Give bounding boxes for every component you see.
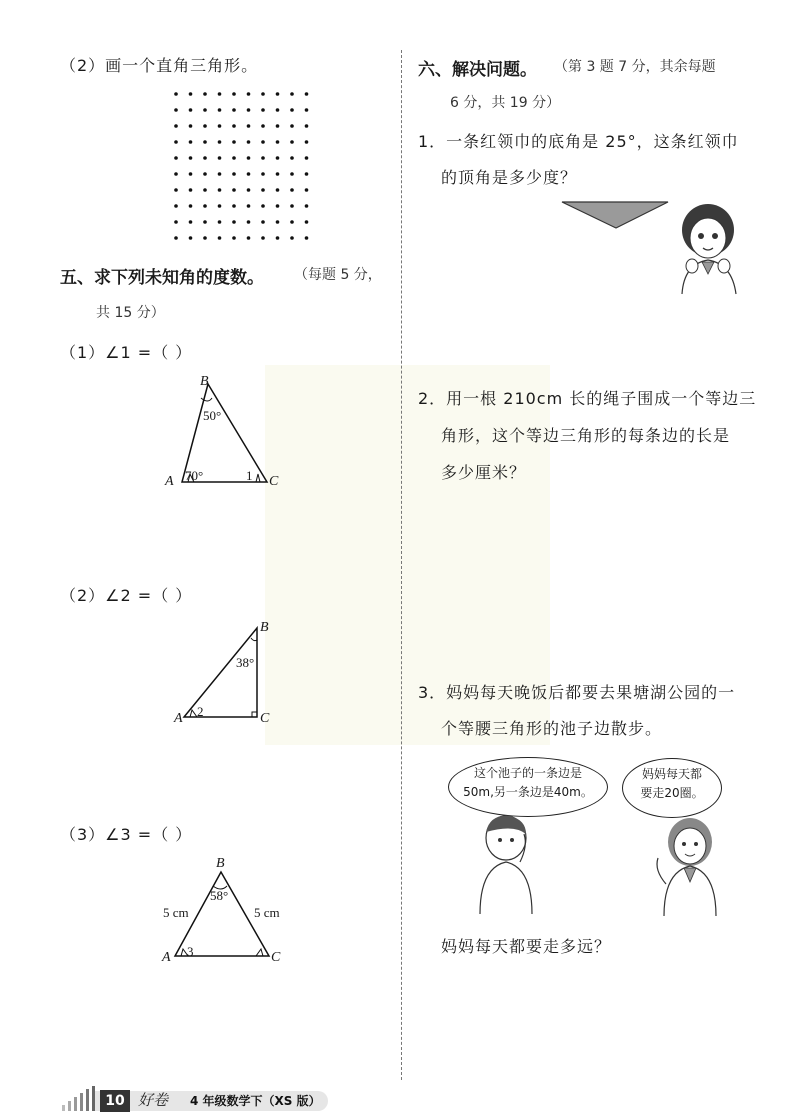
grid-dot xyxy=(305,140,309,144)
grid-dot xyxy=(305,204,309,208)
grid-dot xyxy=(218,92,222,96)
grid-dot xyxy=(174,140,178,144)
grid-dot xyxy=(232,172,236,176)
grid-dot xyxy=(247,124,251,128)
grid-dot xyxy=(305,236,309,240)
grid-dot xyxy=(261,92,265,96)
grid-dot xyxy=(232,108,236,112)
problem2-line1: 2．用一根 210cm 长的绳子围成一个等边三 xyxy=(418,389,757,408)
grid-dot xyxy=(174,92,178,96)
q1-label: （1）∠1 =（ ） xyxy=(60,343,193,362)
grid-dot xyxy=(261,156,265,160)
grid-dot xyxy=(261,124,265,128)
grid-dot xyxy=(203,140,207,144)
grid-dot xyxy=(247,172,251,176)
problem3-question: 妈妈每天都要走多远？ xyxy=(441,937,612,956)
grid-dot xyxy=(174,236,178,240)
tri3-vertex-a: A xyxy=(162,950,171,965)
grid-dot xyxy=(305,172,309,176)
grid-dot xyxy=(276,204,280,208)
page-number: 10 xyxy=(100,1090,130,1112)
grid-dot xyxy=(276,220,280,224)
boy-illustration xyxy=(470,812,540,917)
grid-dot xyxy=(218,236,222,240)
grid-dot xyxy=(218,220,222,224)
grid-dot xyxy=(261,172,265,176)
grid-dot xyxy=(174,172,178,176)
grid-dot xyxy=(189,156,193,160)
grid-dot xyxy=(305,188,309,192)
grid-dot xyxy=(305,92,309,96)
grid-dot xyxy=(261,188,265,192)
tri1-angle-a: 70° xyxy=(185,468,204,483)
grid-dot xyxy=(247,108,251,112)
section6-note-a: （第 3 题 7 分，其余每题 xyxy=(554,59,716,75)
section5-note-b: 共 15 分） xyxy=(96,305,165,321)
grid-dot xyxy=(218,108,222,112)
grid-dot xyxy=(276,108,280,112)
bubble1-line2: 50m,另一条边是40m。 xyxy=(463,785,593,799)
grid-dot xyxy=(261,220,265,224)
triangle-2 xyxy=(170,620,270,730)
grid-dot xyxy=(218,172,222,176)
grid-dot xyxy=(189,204,193,208)
grid-dot xyxy=(276,156,280,160)
section6-title: 六、解决问题。 xyxy=(418,60,537,80)
grid-dot xyxy=(174,156,178,160)
grid-dot xyxy=(203,92,207,96)
grid-dot xyxy=(189,124,193,128)
grid-dot xyxy=(290,92,294,96)
publisher-logo: 好卷 xyxy=(138,1091,169,1109)
section5-note-a: （每题 5 分， xyxy=(294,267,382,283)
grid-dot xyxy=(261,108,265,112)
tri3-vertex-c: C xyxy=(271,950,281,965)
tri2-vertex-a: A xyxy=(174,711,183,726)
grid-dot xyxy=(203,220,207,224)
grid-dot xyxy=(247,236,251,240)
grid-dot xyxy=(261,140,265,144)
grid-dot xyxy=(290,172,294,176)
grid-dot xyxy=(218,124,222,128)
book-title: 4 年级数学下（XS 版） xyxy=(190,1094,321,1108)
grid-dot xyxy=(276,188,280,192)
dot-grid xyxy=(168,86,313,246)
grid-dot xyxy=(290,124,294,128)
grid-dot xyxy=(290,156,294,160)
girl-illustration xyxy=(670,198,750,298)
grid-dot xyxy=(232,124,236,128)
grid-dot xyxy=(290,140,294,144)
q2-label: （2）∠2 =（ ） xyxy=(60,586,193,605)
grid-dot xyxy=(189,92,193,96)
grid-dot xyxy=(247,188,251,192)
grid-dot xyxy=(174,108,178,112)
tri3-side-right: 5 cm xyxy=(254,905,280,920)
grid-dot xyxy=(218,140,222,144)
tri3-angle-a: 3 xyxy=(187,944,194,959)
tri1-vertex-b: B xyxy=(200,374,209,389)
grid-dot xyxy=(305,156,309,160)
grid-dot xyxy=(232,156,236,160)
grid-dot xyxy=(218,156,222,160)
bubble1-line1: 这个池子的一条边是 xyxy=(473,766,582,780)
grid-dot xyxy=(261,236,265,240)
grid-dot xyxy=(276,140,280,144)
mother-illustration xyxy=(650,814,730,919)
grid-dot xyxy=(290,188,294,192)
grid-dot xyxy=(174,124,178,128)
grid-dot xyxy=(305,220,309,224)
footer-bars-icon xyxy=(60,1085,100,1111)
grid-dot xyxy=(189,236,193,240)
grid-dot xyxy=(203,108,207,112)
grid-dot xyxy=(276,172,280,176)
grid-dot xyxy=(290,204,294,208)
grid-dot xyxy=(232,204,236,208)
tri1-vertex-c: C xyxy=(269,474,279,489)
tri3-side-left: 5 cm xyxy=(163,905,189,920)
problem3-line1: 3．妈妈每天晚饭后都要去果塘湖公园的一 xyxy=(418,683,736,702)
draw-right-triangle-item: （2）画一个直角三角形。 xyxy=(60,56,259,75)
problem1-line1: 1．一条红领巾的底角是 25°，这条红领巾 xyxy=(418,132,739,151)
grid-dot xyxy=(232,140,236,144)
grid-dot xyxy=(189,188,193,192)
grid-dot xyxy=(247,92,251,96)
grid-dot xyxy=(174,188,178,192)
problem2-line3: 多少厘米？ xyxy=(441,463,527,482)
speech-bubble-boy xyxy=(448,757,608,817)
tri1-vertex-a: A xyxy=(165,474,174,489)
red-scarf-triangle xyxy=(560,196,672,232)
grid-dot xyxy=(203,188,207,192)
grid-dot xyxy=(218,188,222,192)
grid-dot xyxy=(247,156,251,160)
problem3-line2: 个等腰三角形的池子边散步。 xyxy=(441,719,663,738)
grid-dot xyxy=(247,204,251,208)
grid-dot xyxy=(232,236,236,240)
q3-label: （3）∠3 =（ ） xyxy=(60,825,193,844)
grid-dot xyxy=(290,220,294,224)
grid-dot xyxy=(218,204,222,208)
grid-dot xyxy=(305,108,309,112)
grid-dot xyxy=(247,220,251,224)
grid-dot xyxy=(203,124,207,128)
speech-bubble-girl xyxy=(622,758,722,818)
tri2-angle-a: 2 xyxy=(197,704,204,719)
grid-dot xyxy=(189,140,193,144)
grid-dot xyxy=(189,108,193,112)
bubble2-line2: 要走20圈。 xyxy=(640,786,704,800)
column-divider xyxy=(401,50,402,1080)
problem2-line2: 角形，这个等边三角形的每条边的长是 xyxy=(441,426,731,445)
grid-dot xyxy=(203,204,207,208)
grid-dot xyxy=(305,124,309,128)
section6-note-b: 6 分，共 19 分） xyxy=(450,95,561,111)
grid-dot xyxy=(203,156,207,160)
grid-dot xyxy=(232,92,236,96)
grid-dot xyxy=(189,220,193,224)
section5-title: 五、求下列未知角的度数。 xyxy=(60,268,264,288)
tri2-vertex-b: B xyxy=(260,620,269,635)
problem1-line2: 的顶角是多少度？ xyxy=(441,168,578,187)
grid-dot xyxy=(276,92,280,96)
grid-dot xyxy=(290,108,294,112)
grid-dot xyxy=(247,140,251,144)
grid-dot xyxy=(203,236,207,240)
grid-dot xyxy=(290,236,294,240)
grid-dot xyxy=(261,204,265,208)
grid-dot xyxy=(276,236,280,240)
bubble2-line1: 妈妈每天都 xyxy=(641,767,702,781)
tri2-angle-b: 38° xyxy=(236,655,255,670)
grid-dot xyxy=(174,204,178,208)
grid-dot xyxy=(174,220,178,224)
grid-dot xyxy=(232,188,236,192)
tri3-angle-b: 58° xyxy=(210,888,229,903)
tri1-angle-c: 1 xyxy=(246,468,253,483)
grid-dot xyxy=(203,172,207,176)
tri2-vertex-c: C xyxy=(260,711,270,726)
grid-dot xyxy=(232,220,236,224)
grid-dot xyxy=(276,124,280,128)
tri1-angle-b: 50° xyxy=(203,408,222,423)
grid-dot xyxy=(189,172,193,176)
tri3-vertex-b: B xyxy=(216,856,225,871)
